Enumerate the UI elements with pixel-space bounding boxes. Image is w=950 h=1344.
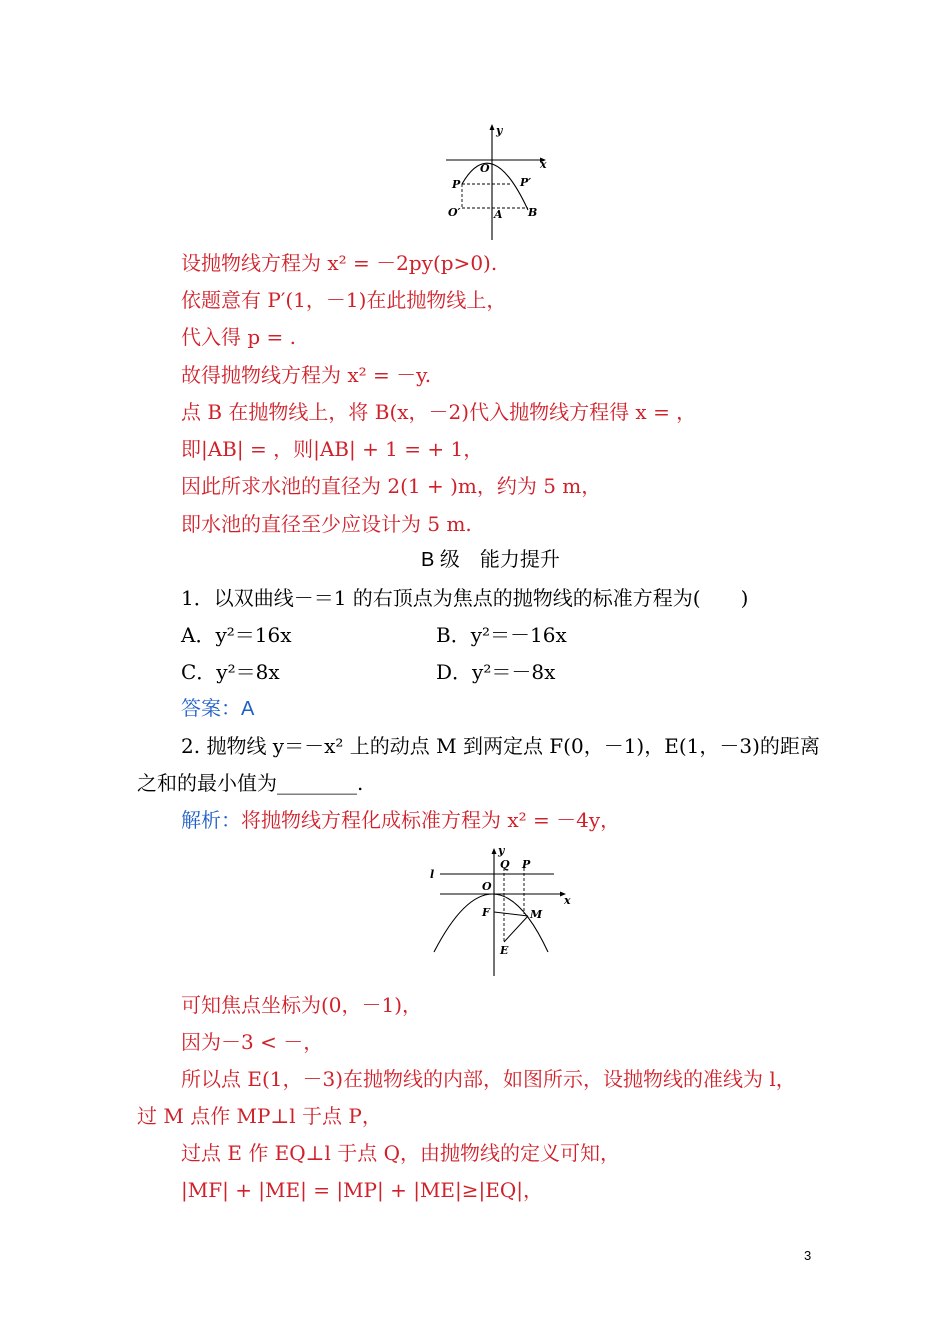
q1-answer: 答案：A [181, 698, 255, 720]
solution-b-line-4: 过 M 点作 MP⊥l 于点 P， [137, 1104, 382, 1128]
analysis-label: 解析： [181, 810, 241, 832]
solution-line-5: 点 B 在抛物线上，将 B(x，－2)代入抛物线方程得 x = ， [181, 400, 697, 424]
solution-b-line-1: 可知焦点坐标为(0，－1)， [181, 993, 423, 1017]
fig2-label-o: O [482, 880, 492, 893]
fig1-label-y: y [496, 124, 503, 137]
fig2-label-y: y [498, 844, 505, 857]
fig1-label-o-prime: O′ [448, 206, 461, 219]
analysis-text: 将抛物线方程化成标准方程为 x² = －4y， [241, 808, 621, 832]
solution-line-2: 依题意有 P′(1，－1)在此抛物线上， [181, 288, 507, 312]
q2-analysis [181, 807, 620, 834]
fig1-label-p: P [452, 178, 461, 191]
solution-line-7: 因此所求水池的直径为 2(1 + )m，约为 5 m， [181, 474, 602, 498]
parabola-figure-2 [420, 842, 580, 982]
fig2-label-x: x [564, 894, 571, 907]
page-number: 3 [804, 1248, 812, 1263]
solution-b-line-6: |MF| + |ME| = |MP| + |ME|≥|EQ|， [181, 1178, 544, 1202]
fig1-label-x: x [540, 158, 547, 171]
fig2-label-m: M [530, 908, 543, 921]
fig1-label-a: A [494, 208, 503, 221]
q2-stem-line1: 2. 抛物线 y＝－x² 上的动点 M 到两定点 F(0，－1)，E(1，－3)的距离 [181, 734, 820, 758]
fig2-label-e: E [500, 944, 509, 957]
fig1-label-p-prime: P′ [520, 176, 532, 189]
fig2-label-f: F [482, 906, 490, 919]
solution-b-line-3: 所以点 E(1，－3)在抛物线的内部，如图所示，设抛物线的准线为 l， [181, 1067, 796, 1091]
fig2-label-p: P [522, 858, 531, 871]
solution-line-8: 即水池的直径至少应设计为 5 m. [181, 512, 472, 536]
q1-option-a: A．y²＝16x [181, 623, 292, 647]
solution-b-line-2: 因为－3 < －， [181, 1030, 324, 1054]
solution-line-3: 代入得 p = . [181, 325, 296, 349]
q2-stem-line2: 之和的最小值为________. [137, 771, 364, 795]
fig1-label-o: O [480, 162, 490, 175]
solution-line-4: 故得抛物线方程为 x² = －y. [181, 363, 432, 387]
parabola-figure-1 [440, 120, 560, 244]
q1-stem: 1．以双曲线－＝1 的右顶点为焦点的抛物线的标准方程为( ) [181, 586, 749, 610]
fig2-label-l: l [430, 868, 435, 881]
q1-option-b: B．y²＝－16x [436, 623, 567, 647]
q1-option-c: C．y²＝8x [181, 660, 280, 684]
solution-b-line-5: 过点 E 作 EQ⊥l 于点 Q，由抛物线的定义可知， [181, 1141, 620, 1165]
fig2-label-q: Q [500, 858, 510, 871]
q1-option-d: D．y²＝－8x [436, 660, 556, 684]
solution-line-6: 即|AB| = ，则|AB| + 1 = + 1， [181, 437, 484, 461]
section-heading: B 级 能力提升 [421, 549, 560, 571]
solution-line-1: 设抛物线方程为 x² = －2py(p>0). [181, 251, 498, 275]
fig1-label-b: B [528, 206, 538, 219]
